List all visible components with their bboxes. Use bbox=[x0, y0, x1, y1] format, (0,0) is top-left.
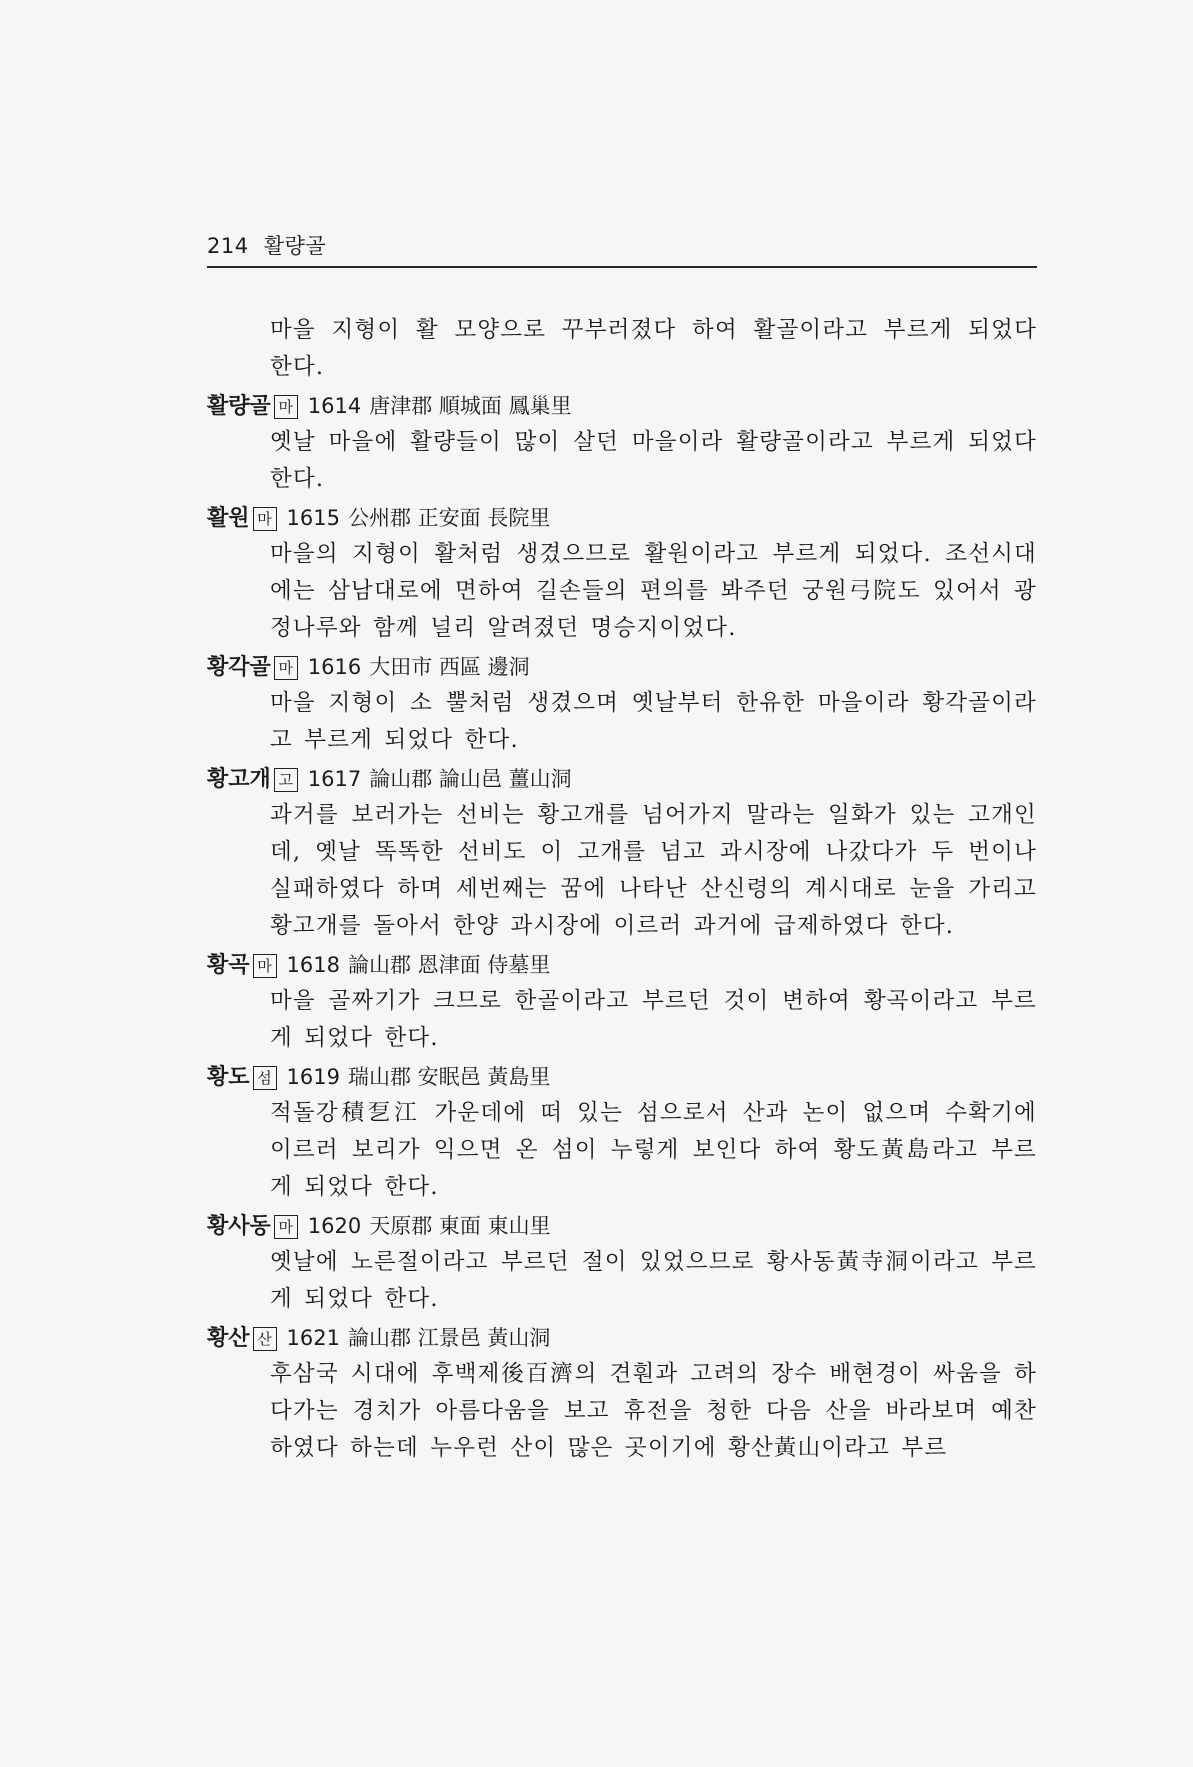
entry-number: 1617 bbox=[307, 767, 362, 791]
entry-heading bbox=[207, 500, 1037, 536]
entry-number: 1621 bbox=[286, 1326, 340, 1350]
entry-location: 論山郡 恩津面 侍墓里 bbox=[347, 953, 551, 977]
entry-text: 후삼국 시대에 후백제後百濟의 견훤과 고려의 장수 배현경이 싸움을 하다가는 경치가 아름다움을 보고 휴전을 청한 다음 산을 바라보며 예찬하였다 하는데 누우런 산이 많은 곳이기에 황산黃山이라고 부르 bbox=[270, 1361, 1037, 1461]
entry-name: 황각골 bbox=[207, 654, 271, 680]
entry-location: 論山郡 論山邑 薑山洞 bbox=[369, 767, 572, 791]
category-badge: 마 bbox=[274, 1215, 298, 1239]
entry-heading bbox=[207, 388, 1037, 424]
category-badge: 마 bbox=[253, 954, 277, 978]
category-badge: 산 bbox=[253, 1327, 277, 1351]
entry-heading bbox=[207, 761, 1037, 797]
entry bbox=[207, 1208, 1037, 1318]
entry-heading bbox=[207, 649, 1037, 685]
entry-location: 唐津郡 順城面 鳳巢里 bbox=[369, 394, 572, 418]
entry bbox=[207, 388, 1037, 498]
entry-heading bbox=[207, 1059, 1037, 1095]
entry-number: 1619 bbox=[286, 1065, 340, 1089]
entry-name: 황도 bbox=[207, 1064, 250, 1090]
entry-name: 활원 bbox=[207, 505, 250, 531]
entry-heading bbox=[207, 947, 1037, 983]
entry bbox=[207, 1059, 1037, 1206]
category-badge: 섬 bbox=[253, 1066, 277, 1090]
running-title: 활량골 bbox=[263, 234, 327, 258]
entry-location: 天原郡 東面 東山里 bbox=[369, 1214, 551, 1238]
entry-text: 옛날 마을에 활량들이 많이 살던 마을이라 활량골이라고 부르게 되었다 한다. bbox=[270, 429, 1037, 492]
entry-number: 1620 bbox=[307, 1214, 362, 1238]
entry bbox=[207, 1320, 1037, 1467]
entry bbox=[207, 649, 1037, 759]
entry bbox=[207, 947, 1037, 1057]
entry-name: 황사동 bbox=[207, 1213, 271, 1239]
entry-heading bbox=[207, 1320, 1037, 1356]
entry-number: 1618 bbox=[286, 953, 340, 977]
entry-name: 황곡 bbox=[207, 952, 250, 978]
entry-text: 과거를 보러가는 선비는 황고개를 넘어가지 말라는 일화가 있는 고개인데, 옛날 똑똑한 선비도 이 고개를 넘고 과시장에 나갔다가 두 번이나 실패하였다 하며 세번째는 꿈에 나타난 산신령의 계시대로 눈을 가리고 황고개를 돌아서 한양 과시장에 이르러 과거에 급제하였다 한다. bbox=[270, 802, 1037, 939]
entry-name: 활량골 bbox=[207, 393, 271, 419]
entry-location: 論山郡 江景邑 黃山洞 bbox=[347, 1326, 551, 1350]
page-number: 214 bbox=[207, 234, 249, 258]
category-badge: 고 bbox=[274, 768, 298, 792]
running-header bbox=[207, 230, 1037, 268]
continued-paragraph: 마을 지형이 활 모양으로 꾸부러졌다 하여 활골이라고 부르게 되었다 한다. bbox=[270, 317, 1037, 380]
entry-location: 瑞山郡 安眠邑 黃島里 bbox=[347, 1065, 551, 1089]
entry bbox=[207, 500, 1037, 647]
entry-name: 황산 bbox=[207, 1325, 250, 1351]
entry-text: 적돌강積乭江 가운데에 떠 있는 섬으로서 산과 논이 없으며 수확기에 이르러 보리가 익으면 온 섬이 누렇게 보인다 하여 황도黃島라고 부르게 되었다 한다. bbox=[270, 1100, 1037, 1200]
category-badge: 마 bbox=[274, 656, 298, 680]
category-badge: 마 bbox=[274, 395, 298, 419]
entry-location: 公州郡 正安面 長院里 bbox=[347, 506, 551, 530]
category-badge: 마 bbox=[253, 507, 277, 531]
entry bbox=[207, 761, 1037, 945]
entry-text: 마을 골짜기가 크므로 한골이라고 부르던 것이 변하여 황곡이라고 부르게 되었다 한다. bbox=[270, 988, 1037, 1051]
entry-number: 1614 bbox=[307, 394, 362, 418]
entry-text: 마을의 지형이 활처럼 생겼으므로 활원이라고 부르게 되었다. 조선시대에는 삼남대로에 면하여 길손들의 편의를 봐주던 궁원弓院도 있어서 광정나루와 함께 널리 알려졌던 명승지이었다. bbox=[270, 541, 1037, 641]
entry-text: 옛날에 노른절이라고 부르던 절이 있었으므로 황사동黃寺洞이라고 부르게 되었다 한다. bbox=[270, 1249, 1037, 1312]
entry-number: 1616 bbox=[307, 655, 362, 679]
entry-name: 황고개 bbox=[207, 766, 271, 792]
entry-heading bbox=[207, 1208, 1037, 1244]
entry-text: 마을 지형이 소 뿔처럼 생겼으며 옛날부터 한유한 마을이라 황각골이라고 부르게 되었다 한다. bbox=[270, 690, 1037, 753]
entry-number: 1615 bbox=[286, 506, 340, 530]
dictionary-body bbox=[207, 312, 1037, 1467]
entry-location: 大田市 西區 邊洞 bbox=[369, 655, 530, 679]
